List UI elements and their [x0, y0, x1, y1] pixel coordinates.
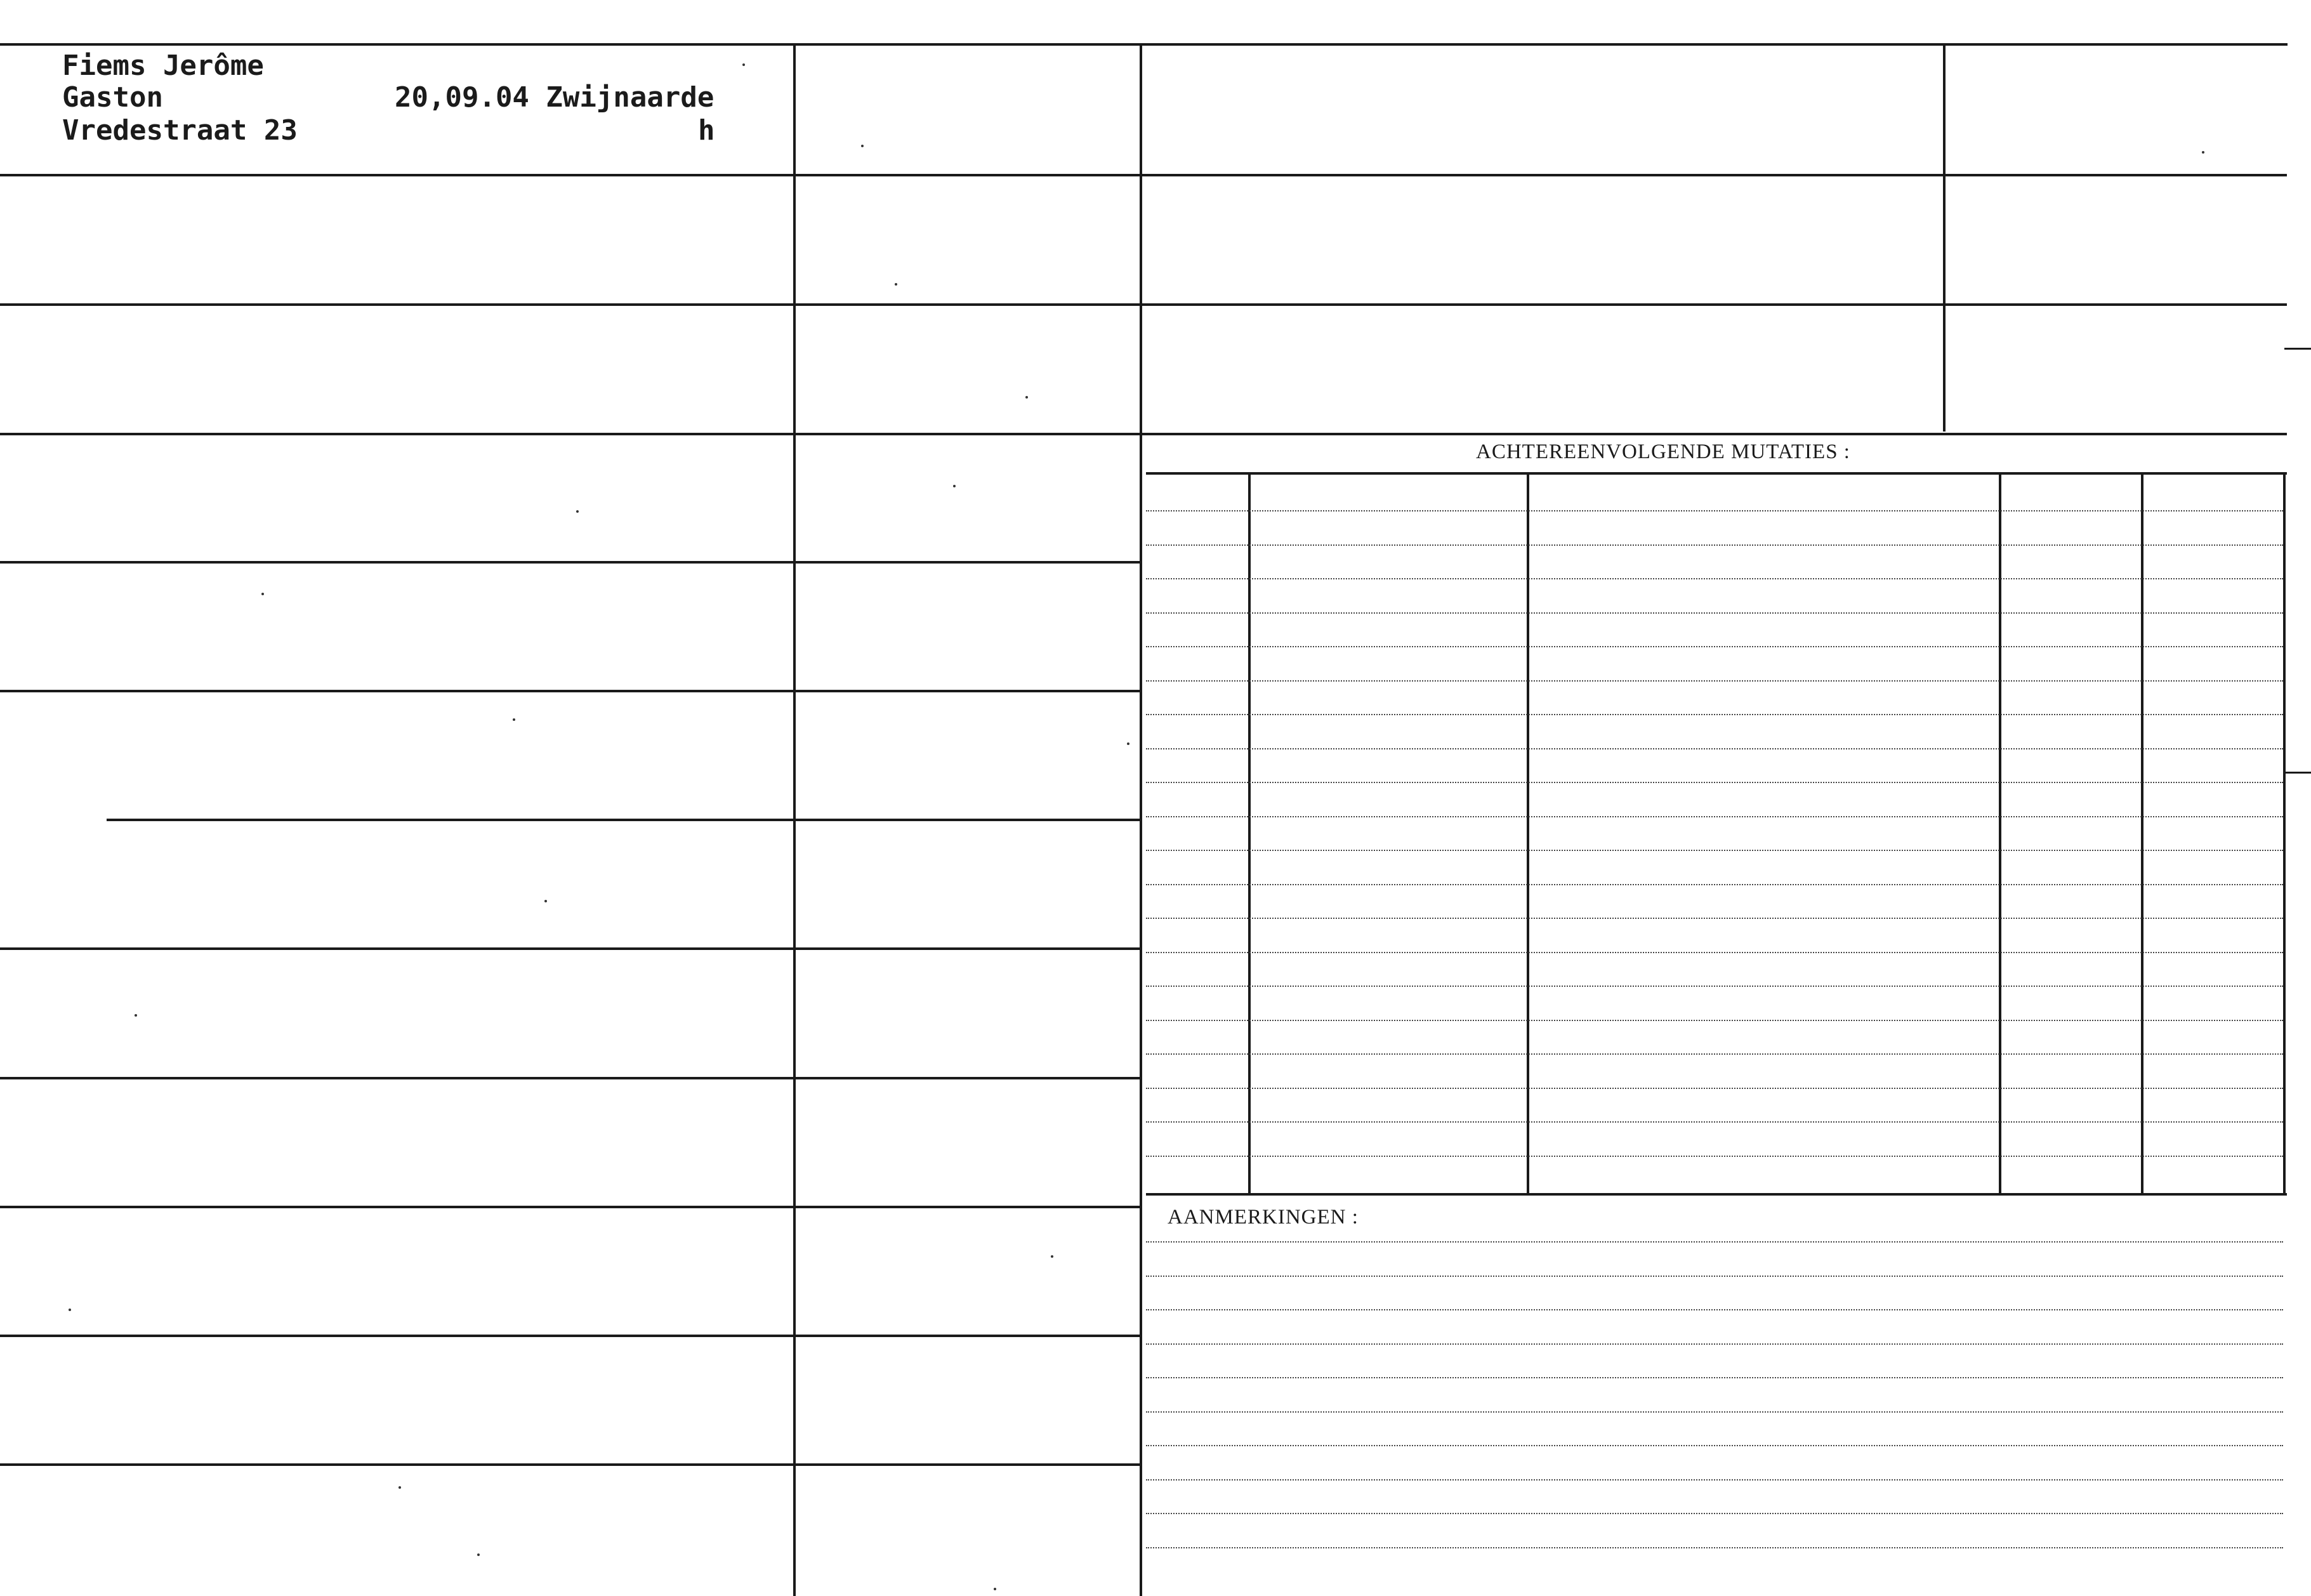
ruled-line — [1146, 578, 2283, 579]
row-rule — [0, 690, 1141, 692]
scan-speck — [742, 63, 745, 66]
scan-speck — [261, 593, 264, 595]
row-rule — [0, 1335, 1141, 1337]
ruled-line — [1146, 1547, 2283, 1548]
row-rule — [0, 1077, 1141, 1079]
right-row-rule — [1141, 174, 2287, 176]
row-rule — [0, 947, 1141, 950]
scan-speck — [1051, 1255, 1053, 1258]
mutations-heading: ACHTEREENVOLGENDE MUTATIES : — [1476, 440, 1850, 463]
mutations-col-rule — [1999, 475, 2001, 1193]
mutations-table-bottom — [1146, 1193, 2287, 1196]
remarks-heading: AANMERKINGEN : — [1168, 1206, 1359, 1229]
scan-speck — [895, 283, 897, 286]
right-row-rule — [1141, 303, 2287, 306]
edge-tick — [2284, 772, 2311, 774]
ruled-line — [1146, 1513, 2283, 1514]
mutations-col-rule — [2141, 475, 2143, 1193]
ruled-line — [1146, 748, 2283, 749]
column-divider-3 — [1943, 43, 1946, 432]
ruled-line — [1146, 1445, 2283, 1446]
scan-speck — [1025, 396, 1028, 399]
row-rule — [0, 1206, 1141, 1208]
ruled-line — [1146, 1377, 2283, 1378]
ruled-line — [1146, 1241, 2283, 1243]
row-rule — [0, 174, 1141, 176]
scan-speck — [953, 485, 956, 487]
scan-speck — [576, 510, 579, 513]
ruled-line — [1146, 1088, 2283, 1089]
ruled-line — [1146, 1020, 2283, 1021]
ruled-line — [1146, 1309, 2283, 1310]
ruled-line — [1146, 1479, 2283, 1481]
surname-first-name: Fiems Jerôme — [62, 49, 264, 82]
birth-date-place: 20,09.04 Zwijnaarde — [395, 81, 714, 114]
ruled-line — [1146, 1156, 2283, 1157]
mutations-right-edge — [2283, 475, 2286, 1193]
ruled-line — [1146, 952, 2283, 953]
ruled-line — [1146, 1121, 2283, 1123]
ruled-line — [1146, 850, 2283, 851]
ruled-line — [1146, 782, 2283, 783]
ruled-line — [1146, 1053, 2283, 1055]
scan-speck — [1127, 742, 1129, 745]
ruled-line — [1146, 544, 2283, 546]
ruled-line — [1146, 1276, 2283, 1277]
ruled-line — [1146, 1343, 2283, 1345]
ruled-line — [1146, 714, 2283, 715]
scan-speck — [513, 718, 515, 721]
mutations-col-rule — [1248, 475, 1251, 1193]
scan-speck — [544, 900, 547, 902]
mutations-table-top — [1146, 472, 2287, 475]
ruled-line — [1146, 510, 2283, 511]
scan-speck — [861, 145, 864, 147]
row-rule — [0, 1463, 1141, 1466]
marker-letter: h — [698, 114, 715, 147]
street-address: Vredestraat 23 — [62, 114, 298, 147]
row-rule — [0, 561, 1141, 564]
scan-speck — [398, 1486, 401, 1489]
scan-speck — [477, 1553, 480, 1556]
mutations-col-rule — [1527, 475, 1529, 1193]
scan-speck — [994, 1588, 996, 1590]
edge-tick — [2284, 348, 2311, 350]
ruled-line — [1146, 680, 2283, 682]
ruled-line — [1146, 918, 2283, 919]
right-row-rule — [1141, 433, 2287, 435]
scan-speck — [135, 1014, 137, 1017]
row-rule — [107, 819, 1141, 821]
ruled-line — [1146, 1411, 2283, 1413]
ruled-line — [1146, 816, 2283, 817]
scan-speck — [2202, 151, 2204, 154]
row-rule — [0, 303, 1141, 306]
ruled-line — [1146, 646, 2283, 647]
scan-speck — [69, 1309, 71, 1311]
ruled-line — [1146, 986, 2283, 987]
second-first-name: Gaston — [62, 81, 163, 114]
ruled-line — [1146, 884, 2283, 885]
ruled-line — [1146, 612, 2283, 614]
row-rule — [0, 433, 1141, 435]
